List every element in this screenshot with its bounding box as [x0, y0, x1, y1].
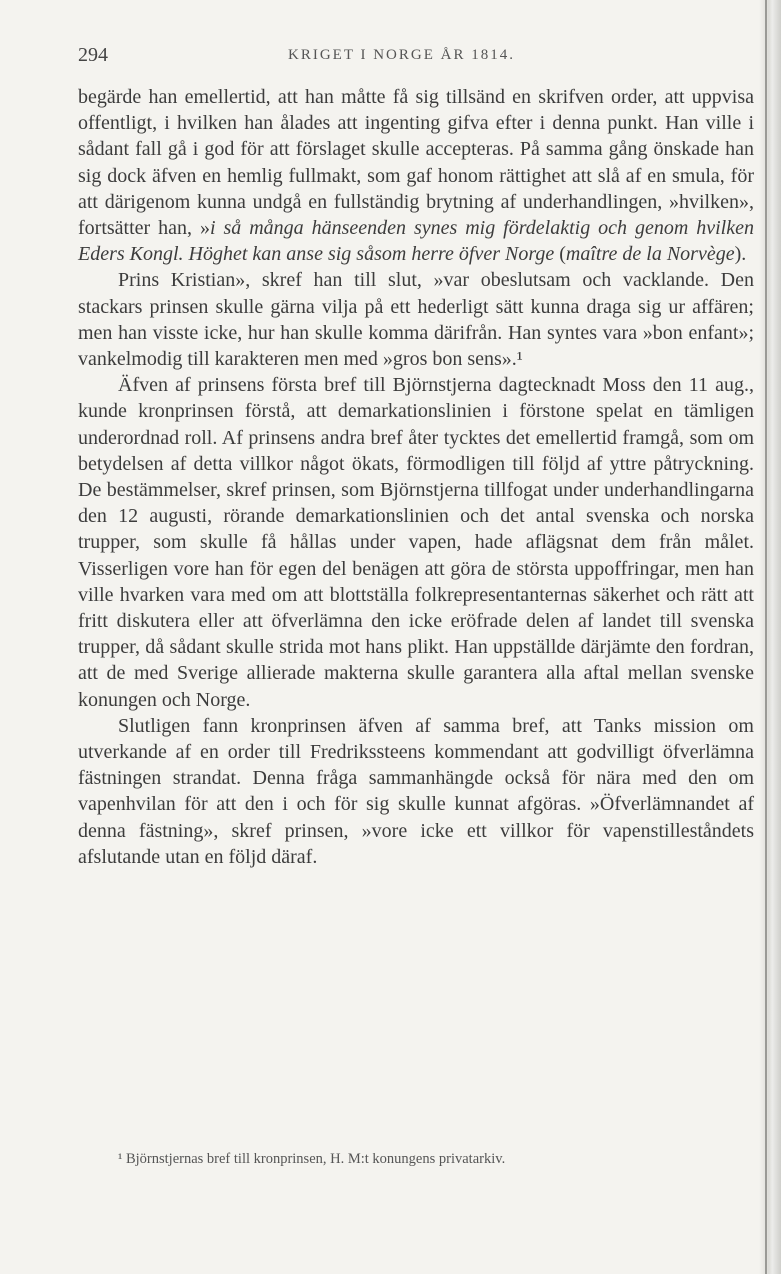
spine-line [765, 0, 767, 1274]
paragraph-4: Slutligen fann kronprinsen äfven af samma bref, att Tanks mission om utverkande af en order till Fredrikssteens kommendant att godvilligt öfverlämna fästningen strandat. Denna fråga sammanhängde också för nära med den om vapenhvilan för att den i och för sig skulle kunnat afgöras. »Öfverlämnandet af denna fästning», skref prinsen, »vore icke ett villkor för vapenstilleståndets afslutande utan en följd däraf. [78, 714, 754, 868]
body-text [78, 84, 754, 870]
paragraph-1-end: ). [734, 243, 747, 266]
running-head: KRIGET I NORGE ÅR 1814. [288, 47, 515, 63]
paragraph-1-french-phrase: maître de la Norvège [565, 243, 735, 266]
paragraph-1 [78, 84, 754, 267]
paragraph-1-paren-open: ( [554, 243, 566, 266]
paragraph-1-text: begärde han emellertid, att han måtte få sig tillsänd en skrifven order, att uppvisa offentligt, i hvilken han ålades att ingenting gifva efter i denna punkt. Han ville i sådant fall gå i god för att förslaget skulle accepteras. På samma gång önskade han sig dock äfven en hemlig fullmakt, som gaf honom rättighet att slå af en smula, för att därigenom kunna undgå en fullständig brytning af underhandlingen, »hvilken», fortsätter han, » [78, 86, 754, 240]
footnote: ¹ Björnstjernas bref till kronprinsen, H. M:t konungens privatarkiv. [118, 1151, 506, 1167]
book-spine-edge [759, 0, 781, 1274]
paragraph-1-italic-quote: i så många hänseenden synes mig fördelaktig och genom hvilken Eders Kongl. Höghet kan anse sig såsom herre öfver Norge [78, 217, 754, 266]
paragraph-2: Prins Kristian», skref han till slut, »var obeslutsam och vacklande. Den stackars prinsen skulle gärna vilja på ett hederligt sätt kunna draga sig ur affären; men han visste icke, hur han skulle komma därifrån. Han syntes vara »bon enfant»; vankelmodig till karakteren men med »gros bon sens».¹ [78, 269, 754, 371]
page-header [78, 44, 718, 68]
page-number: 294 [78, 44, 108, 66]
paragraph-3: Äfven af prinsens första bref till Björnstjerna dagtecknadt Moss den 11 aug., kunde kronprinsen förstå, att demarkationslinien i förstone spelat en tämligen underordnad roll. Af prinsens andra bref åter tycktes det emellertid framgå, som om betydelsen af detta villkor något ökats, förmodligen till följd af yttre påtryckning. De bestämmelser, skref prinsen, som Björnstjerna tillfogat under underhandlingarna den 12 augusti, rörande demarkationslinien och det antal svenska och norska trupper, som skulle få hållas under vapen, hade aflägsnat dem från målet. Visserligen vore han för egen del benägen att göra de största uppoffringar, men han ville hvarken vara med om att blottställa folkrepresentanternas säkerhet och rätt att fritt diskutera eller att öfverlämna den icke eröfrade delen af landet till svenska trupper, då sådant skulle strida mot hans plikt. Han uppställde därjämte den fordran, att de med Sverige allierade makterna skulle garantera alla aftal mellan svenske konungen och Norge. [78, 374, 754, 711]
